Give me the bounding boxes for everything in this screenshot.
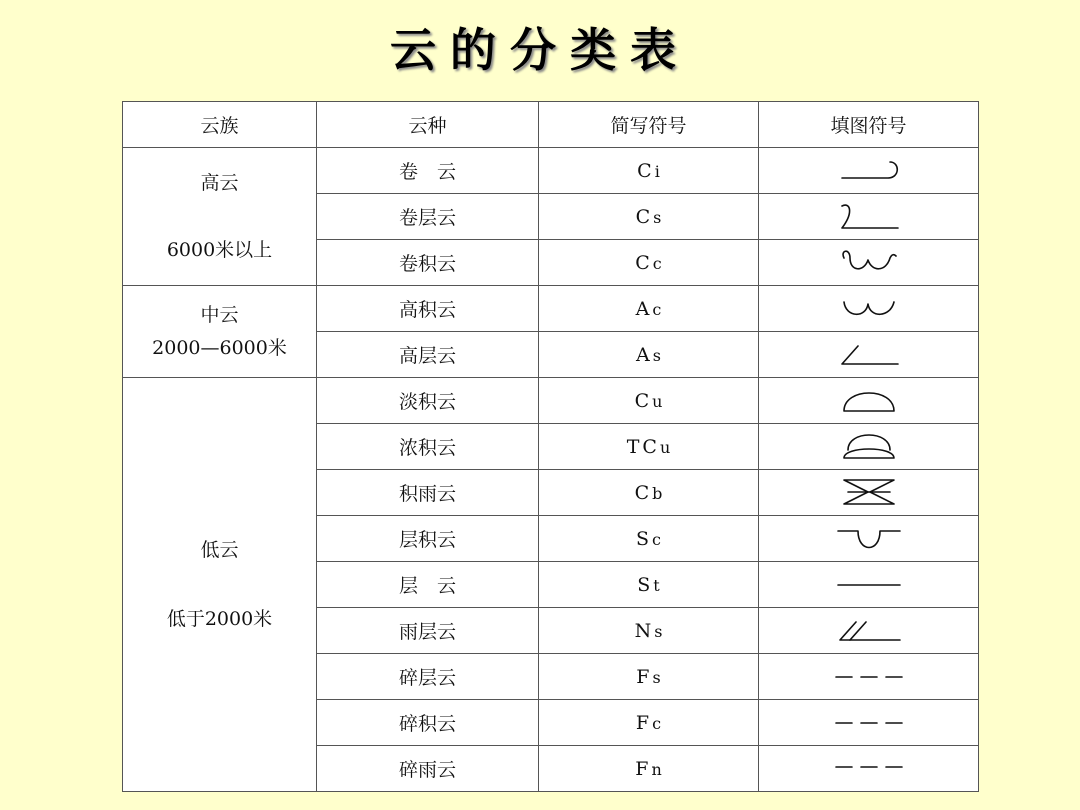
species-cell: 积雨云 bbox=[317, 470, 539, 516]
abbr-cell bbox=[539, 562, 759, 608]
stratus-symbol-icon bbox=[834, 575, 904, 595]
fractonimbus-symbol-icon bbox=[834, 759, 904, 779]
symbol-cell bbox=[759, 378, 979, 424]
symbol-cell bbox=[759, 286, 979, 332]
table-row bbox=[123, 378, 979, 424]
fractostratus-symbol-icon bbox=[834, 667, 904, 687]
symbol-cell bbox=[759, 654, 979, 700]
altocumulus-symbol-icon bbox=[834, 294, 904, 324]
family-cell-high bbox=[123, 148, 317, 286]
species-cell: 卷 云 bbox=[317, 148, 539, 194]
family-name: 低云 bbox=[200, 538, 239, 561]
family-altitude: 低于2000米 bbox=[166, 607, 273, 630]
header-cell-abbreviation: 简写符号 bbox=[539, 102, 759, 148]
abbr-main: TC bbox=[626, 435, 660, 458]
cirrostratus-symbol-icon bbox=[834, 200, 904, 234]
abbr-sub: c bbox=[652, 253, 662, 273]
page-title: 云的分类表 bbox=[390, 23, 690, 77]
species-cell: 碎层云 bbox=[317, 654, 539, 700]
abbr-main: F bbox=[635, 757, 652, 780]
cirrus-symbol-icon bbox=[834, 156, 904, 186]
symbol-cell bbox=[759, 516, 979, 562]
abbr-sub: u bbox=[652, 391, 663, 411]
altostratus-symbol-icon bbox=[834, 340, 904, 370]
abbr-main: C bbox=[634, 481, 653, 504]
cumulus-congestus-symbol-icon bbox=[834, 430, 904, 464]
abbr-cell bbox=[539, 148, 759, 194]
abbr-main: C bbox=[637, 159, 655, 182]
symbol-cell bbox=[759, 240, 979, 286]
species-cell: 层积云 bbox=[317, 516, 539, 562]
abbr-main: C bbox=[635, 251, 653, 274]
symbol-cell bbox=[759, 608, 979, 654]
species-cell: 碎雨云 bbox=[317, 746, 539, 792]
symbol-cell bbox=[759, 424, 979, 470]
cumulus-humilis-symbol-icon bbox=[834, 385, 904, 417]
species-cell: 淡积云 bbox=[317, 378, 539, 424]
family-cell-low bbox=[123, 378, 317, 792]
family-cell-middle bbox=[123, 286, 317, 378]
fractocumulus-symbol-icon bbox=[834, 713, 904, 733]
symbol-cell bbox=[759, 148, 979, 194]
species-cell: 碎积云 bbox=[317, 700, 539, 746]
abbr-cell bbox=[539, 424, 759, 470]
abbr-cell bbox=[539, 654, 759, 700]
abbr-sub: s bbox=[653, 207, 662, 227]
abbr-sub: t bbox=[653, 575, 660, 595]
family-altitude: 6000米以上 bbox=[166, 238, 273, 261]
abbr-cell bbox=[539, 194, 759, 240]
abbr-main: N bbox=[634, 619, 655, 642]
header-cell-species: 云种 bbox=[317, 102, 539, 148]
abbr-sub: i bbox=[654, 161, 660, 181]
table-row bbox=[123, 286, 979, 332]
species-cell: 卷积云 bbox=[317, 240, 539, 286]
header-cell-plot-symbol: 填图符号 bbox=[759, 102, 979, 148]
cloud-classification-table bbox=[122, 101, 979, 792]
abbr-sub: c bbox=[652, 713, 662, 733]
abbr-sub: c bbox=[652, 299, 662, 319]
symbol-cell bbox=[759, 332, 979, 378]
abbr-sub: u bbox=[659, 437, 671, 457]
family-name: 中云 bbox=[200, 303, 239, 326]
species-cell: 高层云 bbox=[317, 332, 539, 378]
species-cell: 层 云 bbox=[317, 562, 539, 608]
abbr-sub: s bbox=[652, 667, 661, 687]
abbr-cell bbox=[539, 700, 759, 746]
symbol-cell bbox=[759, 194, 979, 240]
abbr-sub: b bbox=[652, 483, 663, 503]
abbr-main: F bbox=[635, 711, 653, 734]
abbr-cell bbox=[539, 240, 759, 286]
species-cell: 高积云 bbox=[317, 286, 539, 332]
family-name: 高云 bbox=[200, 171, 239, 194]
abbr-cell bbox=[539, 746, 759, 792]
symbol-cell bbox=[759, 746, 979, 792]
symbol-cell bbox=[759, 700, 979, 746]
abbr-cell bbox=[539, 608, 759, 654]
abbr-main: C bbox=[635, 205, 654, 228]
abbr-main: A bbox=[635, 297, 653, 320]
abbr-sub: s bbox=[654, 621, 663, 641]
abbr-main: F bbox=[636, 665, 653, 688]
abbr-sub: c bbox=[652, 529, 661, 549]
abbr-cell bbox=[539, 286, 759, 332]
abbr-cell bbox=[539, 378, 759, 424]
stratocumulus-symbol-icon bbox=[834, 523, 904, 555]
species-cell: 卷层云 bbox=[317, 194, 539, 240]
abbr-sub: s bbox=[652, 345, 661, 365]
cumulonimbus-symbol-icon bbox=[834, 476, 904, 510]
abbr-cell bbox=[539, 516, 759, 562]
abbr-main: A bbox=[636, 343, 653, 366]
abbr-main: S bbox=[636, 527, 653, 550]
symbol-cell bbox=[759, 470, 979, 516]
species-cell: 浓积云 bbox=[317, 424, 539, 470]
nimbostratus-symbol-icon bbox=[834, 616, 904, 646]
table-row bbox=[123, 148, 979, 194]
abbr-cell bbox=[539, 332, 759, 378]
abbr-main: S bbox=[637, 573, 654, 596]
species-cell: 雨层云 bbox=[317, 608, 539, 654]
abbr-cell bbox=[539, 470, 759, 516]
header-cell-family: 云族 bbox=[123, 102, 317, 148]
symbol-cell bbox=[759, 562, 979, 608]
abbr-sub: n bbox=[651, 759, 662, 779]
family-altitude: 2000—6000米 bbox=[152, 336, 287, 359]
table-header-row bbox=[123, 102, 979, 148]
abbr-main: C bbox=[634, 389, 653, 412]
cirrocumulus-symbol-icon bbox=[834, 246, 904, 280]
